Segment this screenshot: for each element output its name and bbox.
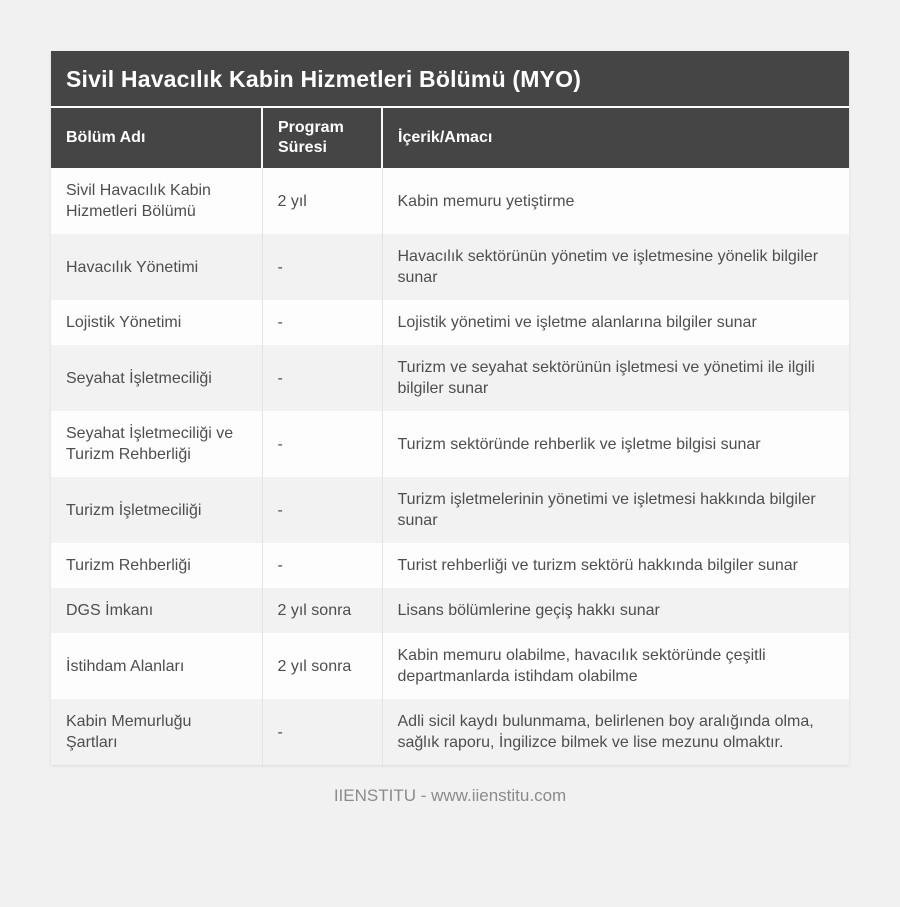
cell-bolum-adi: Turizm Rehberliği	[66, 557, 191, 574]
table-row	[51, 411, 849, 477]
table-row	[51, 345, 849, 411]
cell-bolum-adi: Sivil Havacılık Kabin Hizmetleri Bölümü	[66, 182, 211, 220]
cell-bolum-adi: Seyahat İşletmeciliği ve Turizm Rehberliği	[66, 425, 234, 463]
cell-icerik-amaci: Kabin memuru yetiştirme	[382, 168, 849, 234]
cell-icerik-amaci: Lisans bölümlerine geçiş hakkı sunar	[382, 588, 849, 633]
column-header-program-suresi: Program Süresi	[262, 108, 382, 168]
cell-program-suresi: -	[262, 300, 382, 345]
cell-bolum-adi: Lojistik Yönetimi	[66, 314, 182, 331]
cell-program-suresi: 2 yıl	[262, 168, 382, 234]
table-row	[51, 543, 849, 588]
cell-program-suresi: 2 yıl sonra	[262, 633, 382, 699]
cell-program-suresi: -	[262, 411, 382, 477]
cell-program-suresi: -	[262, 345, 382, 411]
cell-bolum-adi: DGS İmkanı	[66, 602, 154, 619]
cell-icerik-amaci: Turizm işletmelerinin yönetimi ve işletmesi hakkında bilgiler sunar	[382, 477, 849, 543]
table-row	[51, 168, 849, 234]
cell-icerik-amaci: Lojistik yönetimi ve işletme alanlarına bilgiler sunar	[382, 300, 849, 345]
cell-bolum-adi: Kabin Memurluğu Şartları	[66, 713, 192, 751]
cell-icerik-amaci: Turist rehberliği ve turizm sektörü hakkında bilgiler sunar	[382, 543, 849, 588]
page	[0, 51, 900, 806]
cell-bolum-adi: Havacılık Yönetimi	[66, 258, 199, 276]
table-title: Sivil Havacılık Kabin Hizmetleri Bölümü (MYO)	[51, 51, 849, 108]
cell-icerik-amaci: Adli sicil kaydı bulunmama, belirlenen boy aralığında olma, sağlık raporu, İngilizce bilmek ve lise mezunu olmaktır.	[382, 699, 849, 765]
cell-icerik-amaci: Turizm ve seyahat sektörünün işletmesi ve yönetimi ile ilgili bilgiler sunar	[382, 345, 849, 411]
table-row	[51, 633, 849, 699]
table-row	[51, 699, 849, 765]
table-row	[51, 234, 849, 300]
table-body	[51, 168, 849, 765]
cell-icerik-amaci: Havacılık sektörünün yönetim ve işletmesine yönelik bilgiler sunar	[382, 234, 849, 300]
cell-program-suresi: -	[262, 477, 382, 543]
table-row	[51, 588, 849, 633]
table-row	[51, 477, 849, 543]
cell-program-suresi: -	[262, 234, 382, 300]
column-header-bolum-adi: Bölüm Adı	[51, 108, 262, 168]
cell-program-suresi: -	[262, 699, 382, 765]
cell-icerik-amaci: Turizm sektöründe rehberlik ve işletme bilgisi sunar	[382, 411, 849, 477]
table-header	[51, 108, 849, 168]
footer-credit: IIENSTITU - www.iienstitu.com	[333, 786, 567, 805]
column-header-icerik-amaci: İçerik/Amacı	[382, 108, 849, 168]
cell-bolum-adi: İstihdam Alanları	[66, 657, 185, 675]
cell-program-suresi: -	[262, 543, 382, 588]
cell-bolum-adi: Seyahat İşletmeciliği	[66, 369, 212, 387]
table-row	[51, 300, 849, 345]
cell-program-suresi: 2 yıl sonra	[262, 588, 382, 633]
department-table-card	[51, 51, 849, 765]
departments-table	[51, 108, 849, 765]
cell-icerik-amaci: Kabin memuru olabilme, havacılık sektöründe çeşitli departmanlarda istihdam olabilme	[382, 633, 849, 699]
cell-bolum-adi: Turizm İşletmeciliği	[66, 501, 202, 519]
header-row	[51, 108, 849, 168]
